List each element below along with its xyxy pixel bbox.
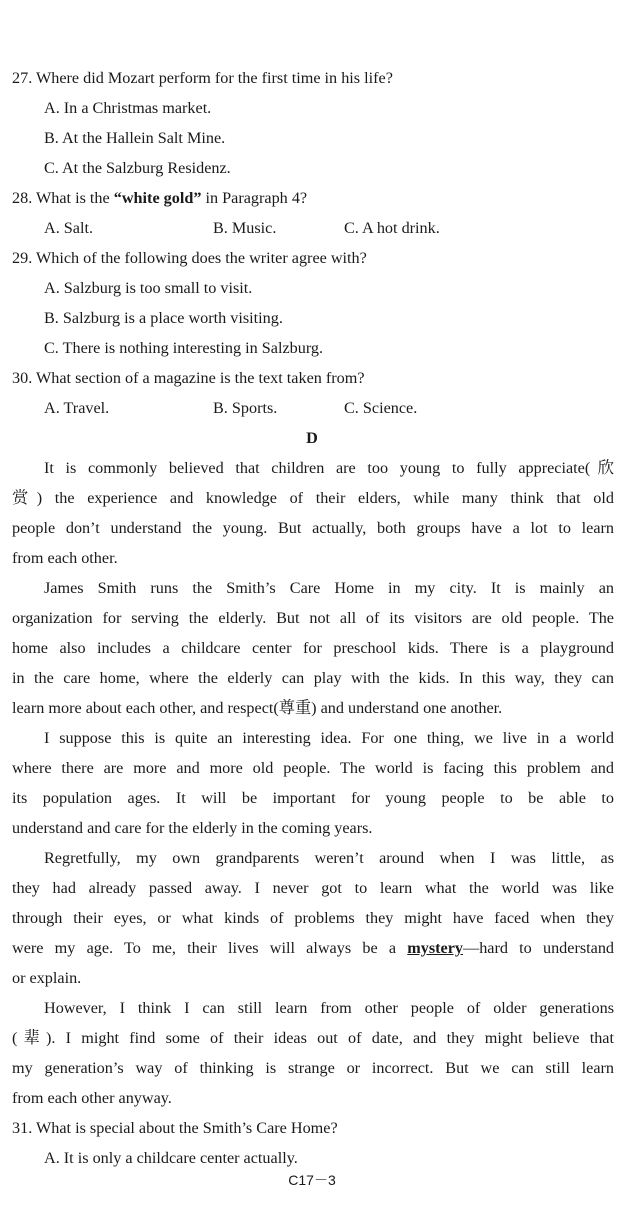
passage-p3-line2: where there are more and more old people. The world is facing this problem and xyxy=(12,759,614,777)
question-27-option-a: A. In a Christmas market. xyxy=(44,99,212,117)
question-30-options xyxy=(44,398,624,418)
passage-p3-line3: its population ages. It will be important for young people to be able to xyxy=(12,789,614,807)
passage-p4-line4 xyxy=(12,938,614,958)
question-28-stem-prefix: 28. What is the xyxy=(12,189,114,207)
passage-p4-line4-before: were my age. To me, their lives will always be a xyxy=(12,939,408,957)
passage-p2-line2: organization for serving the elderly. But not all of its visitors are old people. The xyxy=(12,609,614,627)
question-28-option-a: A. Salt. xyxy=(44,219,94,237)
passage-p5-line3: my generation’s way of thinking is strange or incorrect. But we can still learn xyxy=(12,1059,614,1077)
passage-p2-line5: learn more about each other, and respect(尊重) and understand one another. xyxy=(12,699,503,717)
question-27-option-b: B. At the Hallein Salt Mine. xyxy=(44,129,226,147)
passage-p5-line2: (辈). I might find some of their ideas out of date, and they might believe that xyxy=(12,1029,614,1047)
question-30-option-b: B. Sports. xyxy=(213,399,278,417)
passage-p1-line2: 赏) the experience and knowledge of their elders, while many think that old xyxy=(12,489,614,507)
question-31-option-a: A. It is only a childcare center actually. xyxy=(44,1149,298,1167)
question-28-options xyxy=(44,218,624,238)
page-footer: C17－3 xyxy=(288,1172,336,1188)
question-29-option-b: B. Salzburg is a place worth visiting. xyxy=(44,309,283,327)
question-28 xyxy=(12,188,614,208)
question-27-option-c: C. At the Salzburg Residenz. xyxy=(44,159,231,177)
passage-p5-line1: However, I think I can still learn from other people of older generations xyxy=(44,999,614,1017)
question-29-option-a: A. Salzburg is too small to visit. xyxy=(44,279,253,297)
passage-p3-line1: I suppose this is quite an interesting idea. For one thing, we live in a world xyxy=(44,729,614,747)
passage-p5-line4: from each other anyway. xyxy=(12,1089,172,1107)
passage-p4-line5: or explain. xyxy=(12,969,82,987)
passage-p1-line1: It is commonly believed that children are too young to fully appreciate(欣 xyxy=(44,459,614,477)
question-30-option-a: A. Travel. xyxy=(44,399,110,417)
passage-p4-line3: through their eyes, or what kinds of problems they might have faced when they xyxy=(12,909,614,927)
question-28-option-c: C. A hot drink. xyxy=(344,219,440,237)
passage-p1-line3: people don’t understand the young. But actually, both groups have a lot to learn xyxy=(12,519,614,537)
mystery-keyword: mystery xyxy=(407,939,463,957)
question-30: 30. What section of a magazine is the text taken from? xyxy=(12,369,365,387)
question-28-bold-term: “white gold” xyxy=(113,189,202,207)
question-29: 29. Which of the following does the writer agree with? xyxy=(12,249,367,267)
passage-p4-line1: Regretfully, my own grandparents weren’t around when I was little, as xyxy=(44,849,614,867)
passage-p2-line1: James Smith runs the Smith’s Care Home in my city. It is mainly an xyxy=(44,579,614,597)
question-28-stem-suffix: in Paragraph 4? xyxy=(201,189,308,207)
question-31: 31. What is special about the Smith’s Care Home? xyxy=(12,1119,338,1137)
passage-p4-line4-after: —hard to understand xyxy=(463,939,615,957)
question-27: 27. Where did Mozart perform for the first time in his life? xyxy=(12,69,393,87)
passage-p1-line4: from each other. xyxy=(12,549,118,567)
passage-p2-line4: in the care home, where the elderly can play with the kids. In this way, they can xyxy=(12,669,614,687)
section-title: D xyxy=(306,429,318,447)
question-29-option-c: C. There is nothing interesting in Salzburg. xyxy=(44,339,324,357)
question-30-option-c: C. Science. xyxy=(344,399,418,417)
passage-p3-line4: understand and care for the elderly in the coming years. xyxy=(12,819,373,837)
passage-p4-line2: they had already passed away. I never got to learn what the world was like xyxy=(12,879,614,897)
question-28-option-b: B. Music. xyxy=(213,219,277,237)
passage-p2-line3: home also includes a childcare center for preschool kids. There is a playground xyxy=(12,639,614,657)
